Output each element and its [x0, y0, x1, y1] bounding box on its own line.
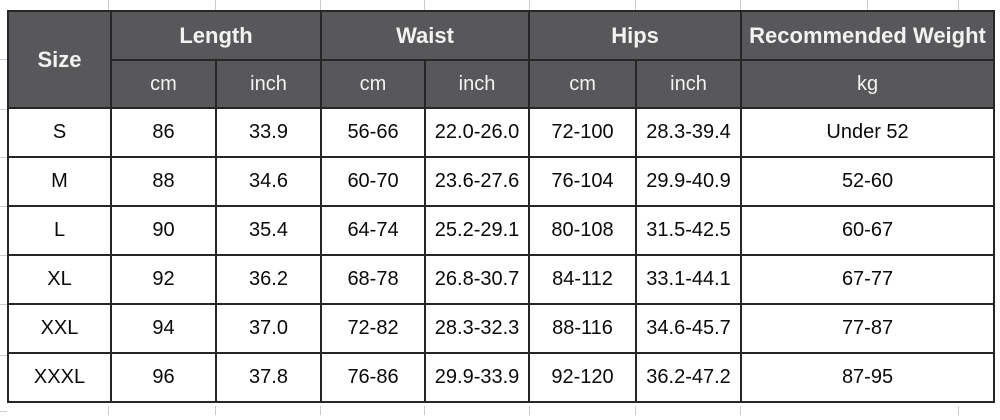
waist-inch-cell: 29.9-33.9 [425, 353, 529, 402]
gridline-remnant [958, 0, 959, 10]
waist-cm-cell: 76-86 [321, 353, 425, 402]
length-cm-cell: 92 [111, 255, 216, 304]
size-cell: L [8, 206, 111, 255]
gridline-remnant [740, 0, 741, 10]
header-hips: Hips [529, 11, 741, 60]
size-cell: S [8, 108, 111, 157]
length-cm-cell: 90 [111, 206, 216, 255]
gridline-remnant [424, 0, 425, 10]
gridline-remnant [215, 406, 216, 415]
hips-cm-cell: 92-120 [529, 353, 636, 402]
gridline-remnant [740, 406, 741, 415]
gridline-remnant [108, 406, 109, 415]
header-row-units [8, 60, 994, 108]
gridline-remnant [529, 406, 530, 415]
weight-kg-cell: 87-95 [741, 353, 994, 402]
header-row-groups [8, 11, 994, 60]
gridline-remnant [0, 206, 7, 207]
header-hips-cm: cm [529, 60, 636, 108]
hips-cm-cell: 88-116 [529, 304, 636, 353]
length-inch-cell: 34.6 [216, 157, 321, 206]
waist-cm-cell: 56-66 [321, 108, 425, 157]
header-recommended-weight: Recommended Weight [741, 11, 994, 60]
waist-inch-cell: 25.2-29.1 [425, 206, 529, 255]
size-cell: XXL [8, 304, 111, 353]
size-cell: M [8, 157, 111, 206]
header-hips-inch: inch [636, 60, 741, 108]
table-header [8, 11, 994, 108]
gridline-remnant [424, 406, 425, 415]
length-cm-cell: 94 [111, 304, 216, 353]
waist-cm-cell: 68-78 [321, 255, 425, 304]
waist-inch-cell: 23.6-27.6 [425, 157, 529, 206]
weight-kg-cell: Under 52 [741, 108, 994, 157]
gridline-remnant [0, 157, 7, 158]
length-cm-cell: 86 [111, 108, 216, 157]
weight-kg-cell: 77-87 [741, 304, 994, 353]
gridline-remnant [529, 0, 530, 10]
size-cell: XL [8, 255, 111, 304]
waist-cm-cell: 64-74 [321, 206, 425, 255]
header-length-inch: inch [216, 60, 321, 108]
size-chart-table [7, 10, 995, 403]
gridline-remnant [635, 0, 636, 10]
hips-inch-cell: 28.3-39.4 [636, 108, 741, 157]
gridline-remnant [108, 0, 109, 10]
hips-inch-cell: 34.6-45.7 [636, 304, 741, 353]
gridline-remnant [0, 355, 7, 356]
table-body [8, 108, 994, 402]
header-waist-inch: inch [425, 60, 529, 108]
gridline-remnant [215, 0, 216, 10]
gridline-remnant [867, 0, 868, 10]
weight-kg-cell: 52-60 [741, 157, 994, 206]
hips-cm-cell: 84-112 [529, 255, 636, 304]
table-row-s [8, 108, 994, 157]
gridline-remnant [958, 406, 959, 415]
length-cm-cell: 88 [111, 157, 216, 206]
gridline-remnant [0, 304, 7, 305]
gridline-remnant [0, 59, 7, 60]
weight-kg-cell: 60-67 [741, 206, 994, 255]
length-inch-cell: 36.2 [216, 255, 321, 304]
hips-inch-cell: 31.5-42.5 [636, 206, 741, 255]
gridline-remnant [320, 406, 321, 415]
table-row-xxl [8, 304, 994, 353]
header-waist-cm: cm [321, 60, 425, 108]
gridline-remnant [0, 109, 7, 110]
length-inch-cell: 37.8 [216, 353, 321, 402]
table-row-xl [8, 255, 994, 304]
header-weight-kg: kg [741, 60, 994, 108]
size-cell: XXXL [8, 353, 111, 402]
hips-cm-cell: 76-104 [529, 157, 636, 206]
table-row-m [8, 157, 994, 206]
hips-cm-cell: 72-100 [529, 108, 636, 157]
length-inch-cell: 37.0 [216, 304, 321, 353]
gridline-remnant [320, 0, 321, 10]
table-row-l [8, 206, 994, 255]
gridline-remnant [635, 406, 636, 415]
waist-cm-cell: 60-70 [321, 157, 425, 206]
waist-cm-cell: 72-82 [321, 304, 425, 353]
hips-inch-cell: 29.9-40.9 [636, 157, 741, 206]
table-row-xxxl [8, 353, 994, 402]
header-size: Size [8, 11, 111, 108]
hips-inch-cell: 36.2-47.2 [636, 353, 741, 402]
length-inch-cell: 35.4 [216, 206, 321, 255]
gridline-remnant [0, 255, 7, 256]
waist-inch-cell: 22.0-26.0 [425, 108, 529, 157]
header-length-cm: cm [111, 60, 216, 108]
length-cm-cell: 96 [111, 353, 216, 402]
weight-kg-cell: 67-77 [741, 255, 994, 304]
waist-inch-cell: 26.8-30.7 [425, 255, 529, 304]
waist-inch-cell: 28.3-32.3 [425, 304, 529, 353]
hips-cm-cell: 80-108 [529, 206, 636, 255]
gridline-remnant [0, 411, 7, 412]
length-inch-cell: 33.9 [216, 108, 321, 157]
header-length: Length [111, 11, 321, 60]
header-waist: Waist [321, 11, 529, 60]
hips-inch-cell: 33.1-44.1 [636, 255, 741, 304]
